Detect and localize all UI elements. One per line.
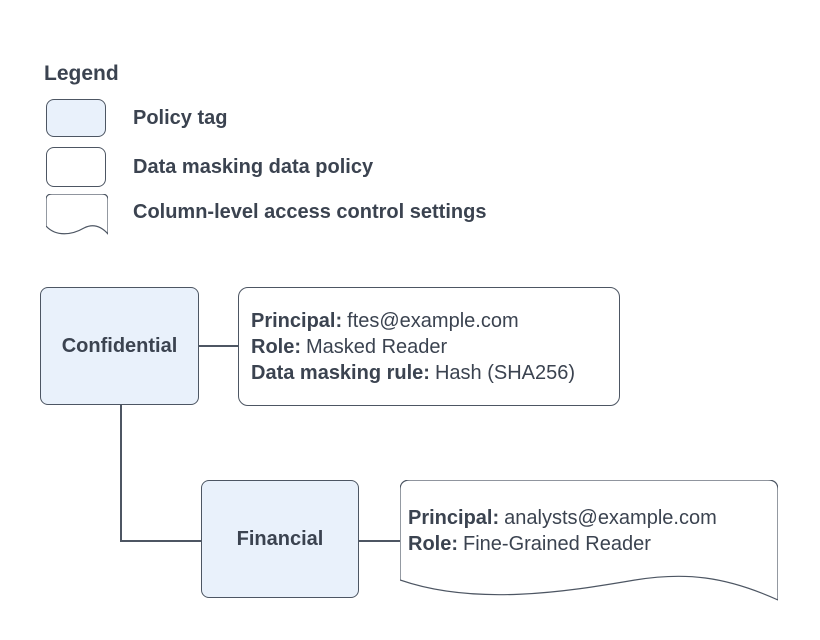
rule-value: Hash (SHA256) bbox=[434, 361, 576, 384]
role-label: Role: bbox=[251, 335, 301, 358]
principal-label: Principal: bbox=[251, 309, 343, 332]
data-masking-policy-swatch bbox=[46, 147, 106, 187]
masking-policy-rule-line bbox=[251, 360, 619, 386]
role-value: Masked Reader bbox=[306, 335, 448, 358]
masking-policy-role-line bbox=[251, 334, 619, 360]
connector-financial-to-settings bbox=[359, 540, 400, 542]
legend-item-column-access-settings: Column-level access control settings bbox=[133, 201, 487, 223]
access-settings-principal-line bbox=[408, 505, 717, 531]
node-confidential bbox=[40, 287, 199, 405]
column-access-settings-swatch bbox=[46, 194, 108, 242]
rule-label: Data masking rule: bbox=[251, 361, 430, 384]
principal-label: Principal: bbox=[408, 507, 500, 529]
principal-value: analysts@example.com bbox=[504, 507, 717, 529]
role-label: Role: bbox=[408, 533, 458, 555]
principal-value: ftes@example.com bbox=[347, 309, 519, 332]
masking-policy-principal-line bbox=[251, 308, 619, 334]
legend-title: Legend bbox=[44, 62, 119, 85]
legend-item-policy-tag: Policy tag bbox=[133, 107, 228, 129]
policy-tag-swatch bbox=[46, 99, 106, 137]
connector-confidential-to-financial-horizontal bbox=[120, 540, 201, 542]
node-financial bbox=[201, 480, 359, 598]
legend-item-data-masking-policy: Data masking data policy bbox=[133, 156, 374, 178]
node-access-settings bbox=[408, 505, 717, 557]
node-masking-policy bbox=[238, 287, 620, 406]
connector-confidential-to-financial-vertical bbox=[120, 405, 122, 541]
connector-confidential-to-policy bbox=[199, 345, 238, 347]
node-financial-label: Financial bbox=[236, 527, 324, 550]
node-confidential-label: Confidential bbox=[61, 334, 178, 357]
access-settings-role-line bbox=[408, 531, 717, 557]
role-value: Fine-Grained Reader bbox=[463, 533, 651, 555]
